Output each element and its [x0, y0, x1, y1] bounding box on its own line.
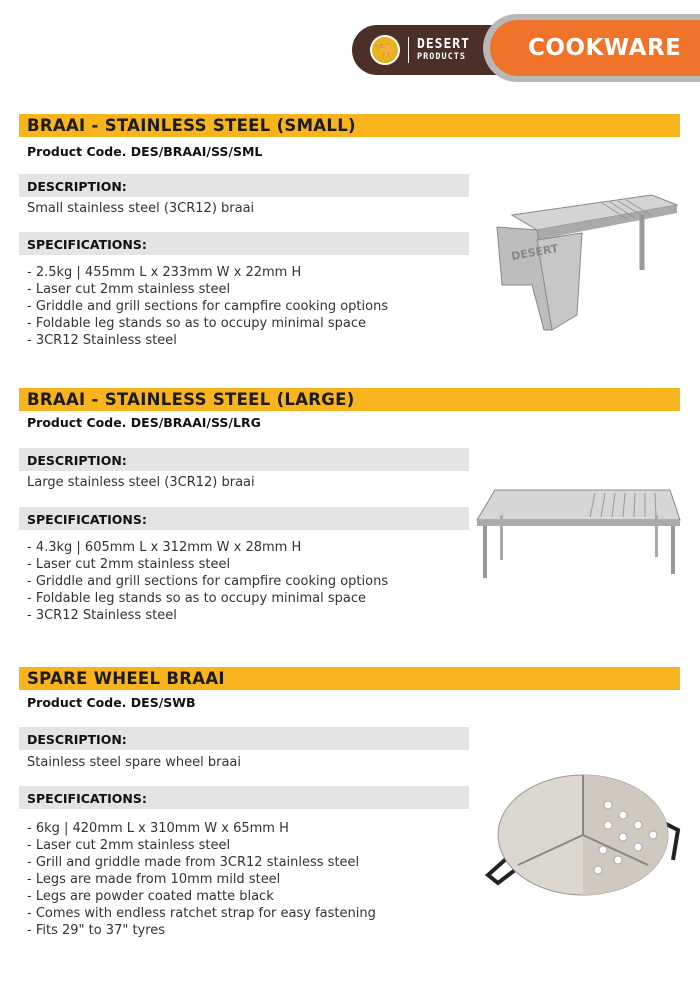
product-title: SPARE WHEEL BRAAI [19, 667, 680, 690]
specifications-heading: SPECIFICATIONS: [19, 507, 469, 530]
camel-logo-icon: 🐪 [370, 35, 400, 65]
spec-item: - Fits 29" to 37" tyres [27, 923, 166, 938]
divider [408, 37, 409, 63]
description-heading: DESCRIPTION: [19, 727, 469, 750]
brand-subtitle: PRODUCTS [417, 52, 466, 63]
spec-item: - Foldable leg stands so as to occupy minimal space [27, 591, 366, 606]
brand-name: DESERT [417, 37, 470, 53]
product-code: Product Code. DES/BRAAI/SS/SML [27, 144, 263, 159]
product-description: Large stainless steel (3CR12) braai [27, 475, 255, 490]
spec-list [27, 539, 388, 624]
spec-item: - Comes with endless ratchet strap for easy fastening [27, 906, 376, 921]
spec-item: - Legs are powder coated matte black [27, 889, 274, 904]
spec-item: - 3CR12 Stainless steel [27, 608, 177, 623]
product-description: Small stainless steel (3CR12) braai [27, 201, 255, 216]
specifications-heading: SPECIFICATIONS: [19, 232, 469, 255]
description-heading: DESCRIPTION: [19, 448, 469, 471]
spec-item: - Grill and griddle made from 3CR12 stainless steel [27, 855, 360, 870]
spec-item: - Legs are made from 10mm mild steel [27, 872, 281, 887]
spec-list [27, 820, 376, 939]
spare-wheel-braai-image [478, 765, 688, 905]
spec-item: - Laser cut 2mm stainless steel [27, 557, 231, 572]
product-title: BRAAI - STAINLESS STEEL (LARGE) [19, 388, 680, 411]
product-code: Product Code. DES/BRAAI/SS/LRG [27, 415, 261, 430]
spec-item: - Laser cut 2mm stainless steel [27, 838, 231, 853]
product-description: Stainless steel spare wheel braai [27, 755, 241, 770]
specifications-heading: SPECIFICATIONS: [19, 786, 469, 809]
category-title: COOKWARE [490, 20, 700, 76]
spec-item: - 3CR12 Stainless steel [27, 333, 177, 348]
spec-list [27, 264, 388, 349]
product-code: Product Code. DES/SWB [27, 695, 196, 710]
spec-item: - Foldable leg stands so as to occupy minimal space [27, 316, 366, 331]
spec-item: - Griddle and grill sections for campfire cooking options [27, 299, 389, 314]
category-banner [483, 14, 700, 82]
spec-item: - Laser cut 2mm stainless steel [27, 282, 231, 297]
spec-item: - Griddle and grill sections for campfire cooking options [27, 574, 389, 589]
spec-item: - 4.3kg | 605mm L x 312mm W x 28mm H [27, 540, 302, 555]
description-heading: DESCRIPTION: [19, 174, 469, 197]
spec-item: - 2.5kg | 455mm L x 233mm W x 22mm H [27, 265, 302, 280]
small-braai-image [482, 185, 682, 345]
spec-item: - 6kg | 420mm L x 310mm W x 65mm H [27, 821, 289, 836]
product-title: BRAAI - STAINLESS STEEL (SMALL) [19, 114, 680, 137]
large-braai-image [465, 485, 685, 585]
svg-text:DESERT: DESERT [510, 241, 560, 263]
